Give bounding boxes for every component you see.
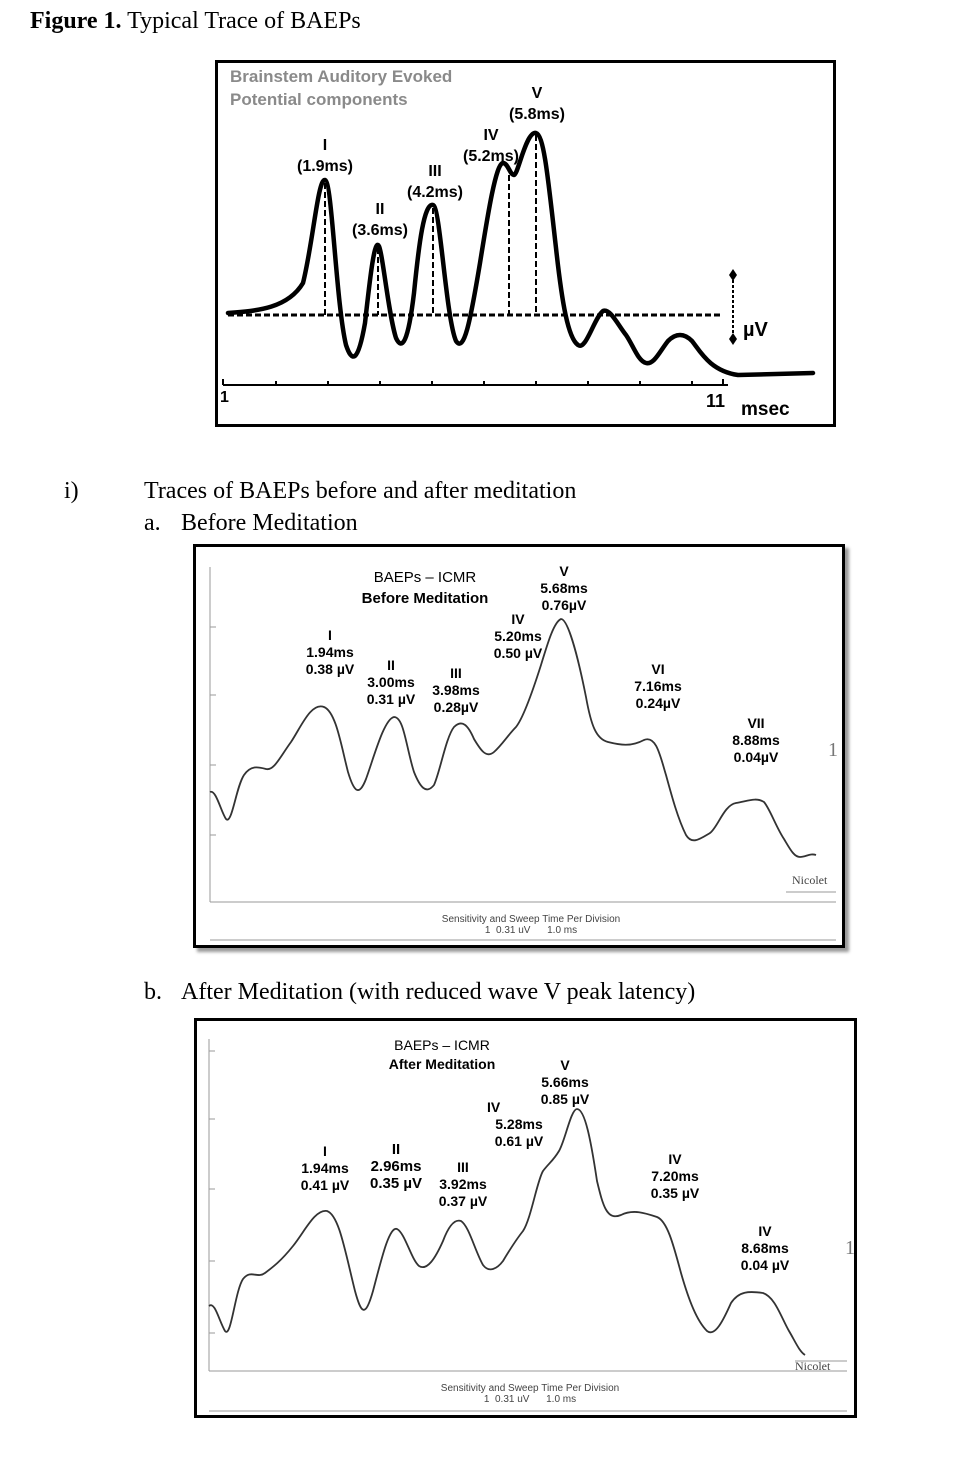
sub-b-label: After Meditation (with reduced wave V peak latency) [181, 979, 696, 1005]
section-number: i) [64, 478, 79, 504]
peak-latency: (4.2ms) [406, 184, 464, 201]
peak-amplitude: 0.24µV [635, 695, 681, 711]
section-heading: Traces of BAEPs before and after meditation [144, 478, 577, 504]
before-sensitivity [426, 914, 636, 936]
peak-name: II [375, 201, 385, 218]
typical-header-line1: Brainstem Auditory Evoked [230, 67, 453, 86]
peak-latency: (5.8ms) [508, 106, 566, 123]
before-peak-VII [724, 715, 788, 766]
after-peak-VI [643, 1151, 707, 1202]
before-peak-III [424, 665, 488, 716]
typical-peak-V-label [500, 83, 574, 125]
typical-peak-II-label [343, 199, 417, 241]
peak-latency: 5.28ms [495, 1116, 543, 1132]
peak-name: V [559, 563, 569, 579]
peak-latency: 1.94ms [306, 644, 354, 660]
peak-latency: 3.98ms [432, 682, 480, 698]
figure-title [30, 8, 361, 35]
sensitivity-values: 1 0.31 uV 1.0 ms [484, 925, 578, 936]
after-peak-II [361, 1141, 431, 1192]
peak-name: IV [758, 1223, 772, 1239]
axis-unit-label: msec [741, 399, 790, 420]
peak-amplitude: 0.37 µV [438, 1193, 488, 1209]
peak-amplitude: 0.61 µV [494, 1133, 544, 1149]
after-peak-V [533, 1057, 597, 1108]
axis-start-label: 1 [220, 389, 229, 406]
after-peak-VII [733, 1223, 797, 1274]
before-meditation-panel [193, 544, 845, 948]
peak-latency: (3.6ms) [351, 222, 409, 239]
after-title [367, 1036, 517, 1074]
sensitivity-values: 1 0.31 uV 1.0 ms [483, 1394, 577, 1405]
typical-peak-IV-label [454, 125, 528, 167]
before-peak-V [532, 563, 596, 614]
peak-latency: 3.00ms [367, 674, 415, 690]
peak-amplitude: 0.04µV [733, 749, 779, 765]
sensitivity-title: Sensitivity and Sweep Time Per Division [441, 914, 621, 925]
sensitivity-title: Sensitivity and Sweep Time Per Division [440, 1383, 620, 1394]
before-brand: Nicolet [792, 873, 828, 887]
after-scale-marker: 1 [845, 1237, 855, 1259]
before-peak-VI [626, 661, 690, 712]
peak-name: IV [483, 127, 499, 144]
peak-amplitude: 0.50 µV [493, 645, 543, 661]
peak-latency: 8.88ms [732, 732, 780, 748]
after-peak-I [291, 1143, 359, 1194]
after-meditation-panel [194, 1018, 857, 1418]
peak-name: I [322, 137, 328, 154]
peak-amplitude: 0.28µV [433, 699, 479, 715]
after-trace-svg [197, 1021, 854, 1415]
typical-trace-panel [215, 60, 836, 427]
peak-name: IV [487, 1099, 501, 1115]
peak-amplitude: 0.35 µV [369, 1175, 422, 1192]
axis-end-label: 11 [706, 391, 726, 411]
peak-amplitude: 0.35 µV [650, 1185, 700, 1201]
peak-name: I [323, 1143, 327, 1159]
peak-name: V [531, 85, 543, 102]
peak-name: III [457, 1159, 469, 1175]
peak-latency: 7.16ms [634, 678, 682, 694]
peak-name: IV [511, 611, 525, 627]
before-title1: BAEPs – ICMR [373, 569, 477, 586]
before-peak-IV [486, 611, 550, 662]
typical-peak-III-label [398, 161, 472, 203]
peak-latency: 3.92ms [439, 1176, 487, 1192]
peak-name: IV [668, 1151, 682, 1167]
peak-name: I [328, 627, 332, 643]
before-scale-marker: 1 [828, 739, 838, 761]
peak-name: III [450, 665, 462, 681]
before-peak-II [359, 657, 423, 708]
peak-name: II [387, 657, 395, 673]
peak-latency: 5.66ms [541, 1074, 589, 1090]
peak-latency: 8.68ms [741, 1240, 789, 1256]
before-title [346, 567, 504, 609]
amplitude-marker-bottom [729, 333, 737, 345]
peak-name: VI [651, 661, 665, 677]
peak-latency: 7.20ms [651, 1168, 699, 1184]
peak-latency: 2.96ms [370, 1158, 422, 1175]
peak-name: III [428, 163, 442, 180]
typical-header-line2: Potential components [230, 90, 408, 109]
sub-a-label: Before Meditation [181, 510, 358, 536]
after-title1: BAEPs – ICMR [394, 1037, 490, 1053]
peak-latency: (5.2ms) [462, 148, 520, 165]
peak-name: VII [747, 715, 765, 731]
after-sensitivity [425, 1383, 635, 1405]
before-title2: Before Meditation [361, 590, 489, 607]
peak-latency: 5.68ms [540, 580, 588, 596]
peak-amplitude: 0.41 µV [300, 1177, 350, 1193]
peak-latency: 1.94ms [301, 1160, 349, 1176]
peak-amplitude: 0.38 µV [305, 661, 355, 677]
peak-amplitude: 0.76µV [541, 597, 587, 613]
peak-latency: 5.20ms [494, 628, 542, 644]
peak-amplitude: 0.85 µV [540, 1091, 590, 1107]
peak-amplitude: 0.31 µV [366, 691, 416, 707]
after-title2: After Meditation [388, 1056, 496, 1072]
sub-b-letter: b. [144, 979, 162, 1005]
peak-latency: (1.9ms) [296, 158, 354, 175]
before-peak-I [298, 627, 362, 678]
figure-label: Figure 1. [30, 8, 122, 34]
after-peak-III [431, 1159, 495, 1210]
peak-amplitude: 0.04 µV [740, 1257, 790, 1273]
amplitude-marker-top [729, 269, 737, 281]
amplitude-label: µV [743, 319, 768, 341]
after-brand: Nicolet [795, 1359, 831, 1373]
typical-header [230, 65, 452, 111]
peak-name: II [391, 1141, 401, 1158]
figure-caption: Typical Trace of BAEPs [127, 8, 361, 34]
peak-name: V [560, 1057, 570, 1073]
sub-a-letter: a. [144, 510, 161, 536]
typical-peak-I-label [288, 135, 362, 177]
